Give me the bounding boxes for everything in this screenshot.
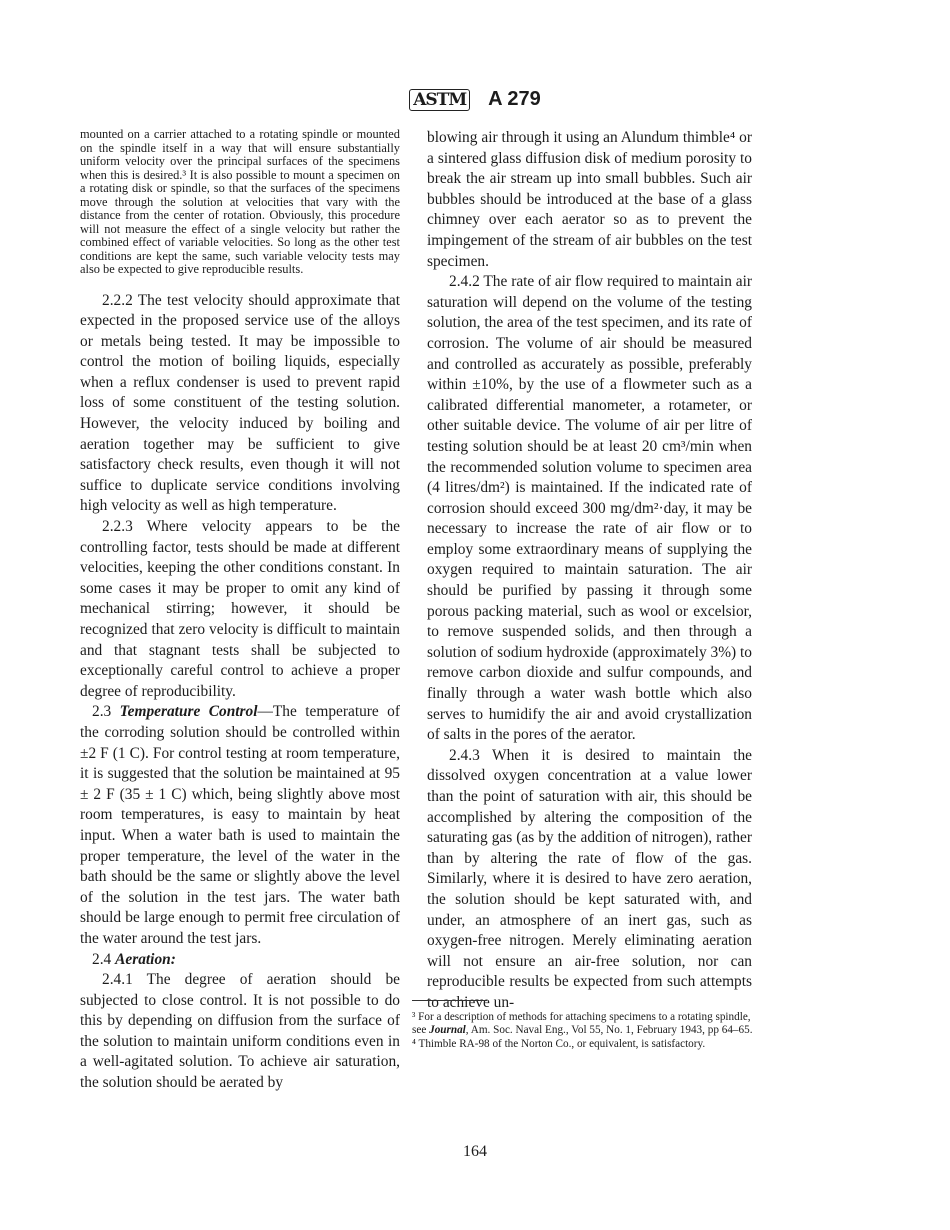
- section-2-4-title: Aeration:: [115, 950, 176, 968]
- section-2-3-number: 2.3: [92, 703, 112, 721]
- section-2-4-number: 2.4: [92, 950, 112, 968]
- standard-designation: A 279: [488, 88, 541, 110]
- left-column: [80, 128, 400, 1094]
- section-2-3-text: —The temperature of the corroding solution should be controlled within ±2 F (1 C). For control testing at room temperature, it is suggested that the solution be maintained at 95 ± 2 F (35 ± 1 C) which, being slightly above most room temperatures, is easy to maintain by heat input. When a water bath is used to maintain the proper temperature, the level of the water in the bath should be the same or slightly above the level of the solution in the test jars. The water bath should be large enough to permit free circulation of the water around the test jars.: [80, 703, 400, 947]
- paragraph-continued: blowing air through it using an Alundum thimble⁴ or a sintered glass diffusion disk of medium porosity to break the air stream up into small bubbles. Such air bubbles should be introduced at the base of a glass chimney over each aerator so as to prevent the impingement of the stream of air bubbles on the test specimen.: [427, 129, 752, 270]
- footnote-rule: [412, 1000, 487, 1001]
- astm-logo: ASTM: [409, 89, 470, 111]
- paragraph-2-4-3: 2.4.3 When it is desired to maintain the dissolved oxygen concentration at a value lower than the point of saturation with air, this should be accomplished by altering the composition of the saturating gas (as by the addition of nitrogen), rather than by altering the rate of flow of the gas. Similarly, where it is desired to have zero aeration, the solution should be kept saturated with, and under, an atmosphere of an inert gas, such as oxygen-free nitrogen. Merely eliminating aeration will not ensure an air-free solution, nor can reproducible results be expected from such attempts to achieve un-: [427, 746, 752, 1011]
- paragraph-intro: mounted on a carrier attached to a rotating spindle or mounted on the spindle itself in a way that will ensure substantially uniform velocity over the principal surfaces of the specimens when this is desired.³ It is also possible to mount a specimen on a rotating disk or spindle, so that the surfaces of the specimens move through the solution at velocities that vary with the distance from the center of rotation. Obviously, this procedure will not measure the effect of a single velocity but rather the combined effect of variable velocities. So long as the other test conditions are kept the same, such variable velocity tests may also be expected to give reproducible results.: [80, 127, 400, 276]
- section-2-4-heading: [80, 950, 400, 971]
- paragraph-2-2-3: 2.2.3 Where velocity appears to be the controlling factor, tests should be made at different velocities, keeping the other conditions constant. In some cases it may be proper to omit any kind of mechanical stirring; however, it should be recognized that zero velocity is difficult to maintain and that stagnant tests shall be subjected to exceptionally careful control to achieve a proper degree of reproducibility.: [80, 518, 400, 700]
- right-column: [427, 128, 752, 1014]
- paragraph-2-2-2: 2.2.2 The test velocity should approximate that expected in the proposed service use of the alloys or metals being tested. It may be impossible to control the motion of boiling liquids, especially when a reflux condenser is used to prevent rapid loss of some constituent of the testing solution. However, the velocity induced by boiling and aeration together may be sufficient to give satisfactory check results, even though it will not suffice to duplicate service conditions involving high velocity as well as high temperature.: [80, 291, 400, 515]
- page-header: [0, 88, 950, 111]
- paragraph-2-4-2: 2.4.2 The rate of air flow required to maintain air saturation will depend on the volume of the testing solution, the area of the test specimen, and its rate of corrosion. The volume of air should be measured and controlled as accurately as possible, preferably within ±10%, by the use of a flowmeter such as a calibrated differential manometer, a rotameter, or other suitable device. The volume of air per litre of testing solution should be at least 20 cm³/min when the recommended solution volume to specimen area (4 litres/dm²) is maintained. If the indicated rate of corrosion should exceed 300 mg/dm²·day, it may be necessary to increase the rate of air flow or to employ some extraordinary means of supplying the oxygen required to maintain saturation. The air should be purified by passing it through some porous packing material, such as wool or excelsior, to remove suspended solids, and then through a solution of sodium hydroxide (approximately 3%) to remove carbon dioxide and sulfur compounds, and finally through a water wash bottle which also serves to humidify the air and avoid crystallization of salts in the pores of the aerator.: [427, 273, 752, 744]
- footnotes: [412, 1000, 754, 1053]
- paragraph-2-4-1: 2.4.1 The degree of aeration should be subjected to close control. It is not possible to do this by depending on diffusion from the surface of the solution to maintain uniform conditions even in a well-agitated solution. To achieve air saturation, the solution should be aerated by: [80, 971, 400, 1092]
- page-number: 164: [463, 1143, 487, 1160]
- footnote-4: ⁴ Thimble RA-98 of the Norton Co., or equivalent, is satisfactory.: [412, 1038, 706, 1050]
- section-2-3: [80, 702, 400, 949]
- section-2-3-title: Temperature Control: [119, 703, 258, 721]
- footnote-3-journal: Journal: [429, 1023, 466, 1036]
- footnote-3: ³ For a description of methods for attaching specimens to a rotating spindle, see Journal, Am. Soc. Naval Eng., Vol 55, No. 1, February 1943, pp 64–65.: [412, 1011, 753, 1036]
